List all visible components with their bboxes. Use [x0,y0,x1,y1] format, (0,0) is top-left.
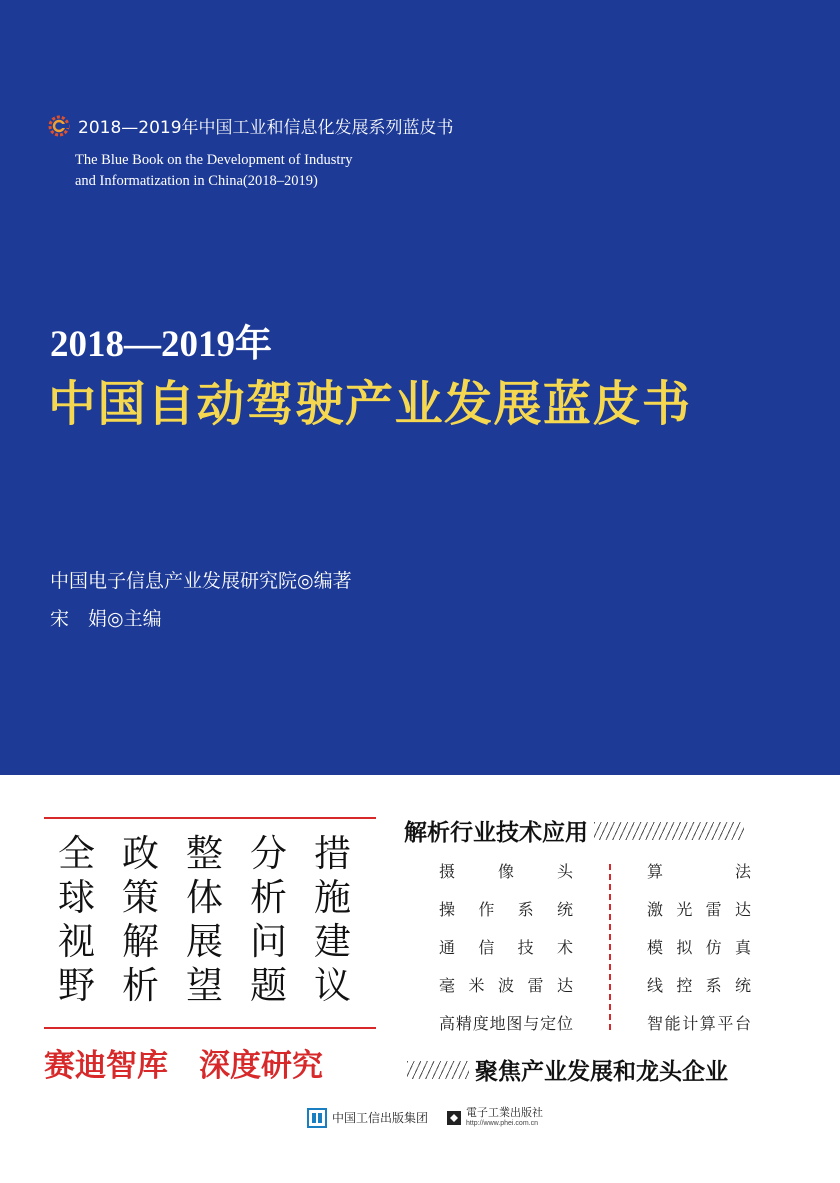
right-heading-text: 解析行业技术应用 [404,820,588,846]
grid-char: 解 [122,920,159,963]
grid-char: 整 [186,832,223,875]
hatch-decoration [594,822,744,840]
grid-char: 展 [186,920,223,963]
hatch-decoration [407,1061,469,1079]
red-divider-top [44,817,376,819]
grid-row [58,964,378,1008]
feature-item: 智能计算平台 [647,1014,751,1033]
publisher-group [307,1108,428,1128]
grid-char: 球 [58,876,95,919]
grid-char: 政 [122,832,159,875]
series-header [48,113,454,138]
feature-item: 算法 [647,862,751,881]
right-footer [407,1053,728,1086]
right-heading [404,814,744,847]
grid-char: 全 [58,832,95,875]
grid-char: 分 [250,832,287,875]
gear-logo-icon [48,115,70,137]
grid-char: 议 [314,964,351,1007]
feature-item: 线控系统 [647,976,751,995]
publisher-texts [466,1107,543,1128]
series-title-en [75,150,352,192]
grid-char: 问 [250,920,287,963]
dashed-divider [609,864,611,1030]
features-left [439,858,573,1048]
grid-char: 析 [250,876,287,919]
series-title-en-line1: The Blue Book on the Development of Industry [75,152,353,168]
book-title: 中国自动驾驶产业发展蓝皮书 [48,376,692,432]
grid-row [58,832,378,876]
feature-item: 模拟仿真 [647,938,751,957]
feature-item: 通信技术 [439,938,573,957]
publisher [446,1107,543,1128]
publisher-logo-icon [446,1110,462,1126]
publisher-group-name: 中国工信出版集团 [332,1111,429,1125]
grid-char: 体 [186,876,223,919]
series-title-cn: 2018—2019年中国工业和信息化发展系列蓝皮书 [78,118,454,138]
grid-char: 施 [314,876,351,919]
grid-char: 视 [58,920,95,963]
grid-row [58,920,378,964]
chief-editor: 宋 娟◎主编 [50,608,162,630]
right-footer-text: 聚焦产业发展和龙头企业 [475,1059,728,1085]
publisher-name: 電子工業出版社 [466,1106,544,1119]
series-title-en-line2: and Informatization in China(2018–2019) [75,173,318,189]
publisher-row [307,1107,543,1128]
red-divider-bottom [44,1027,376,1029]
grid-char: 望 [186,964,223,1007]
features-right [647,858,751,1048]
publisher-url: http://www.phei.com.cn [466,1120,538,1127]
author-institute: 中国电子信息产业发展研究院◎编著 [50,570,352,592]
grid-char: 析 [122,964,159,1007]
grid-char: 建 [314,920,351,963]
publisher-group-logo-icon [307,1108,327,1128]
feature-item: 高精度地图与定位 [439,1014,573,1033]
grid-char: 题 [250,964,287,1007]
keyword-grid [58,832,378,1008]
grid-char: 策 [122,876,159,919]
slogan: 赛迪智库 深度研究 [44,1048,323,1084]
grid-row [58,876,378,920]
feature-item: 激光雷达 [647,900,751,919]
grid-char: 措 [314,832,351,875]
feature-item: 毫米波雷达 [439,976,573,995]
grid-char: 野 [58,964,95,1007]
feature-item: 摄像头 [439,862,573,881]
feature-item: 操作系统 [439,900,573,919]
book-years: 2018—2019年 [50,324,272,365]
